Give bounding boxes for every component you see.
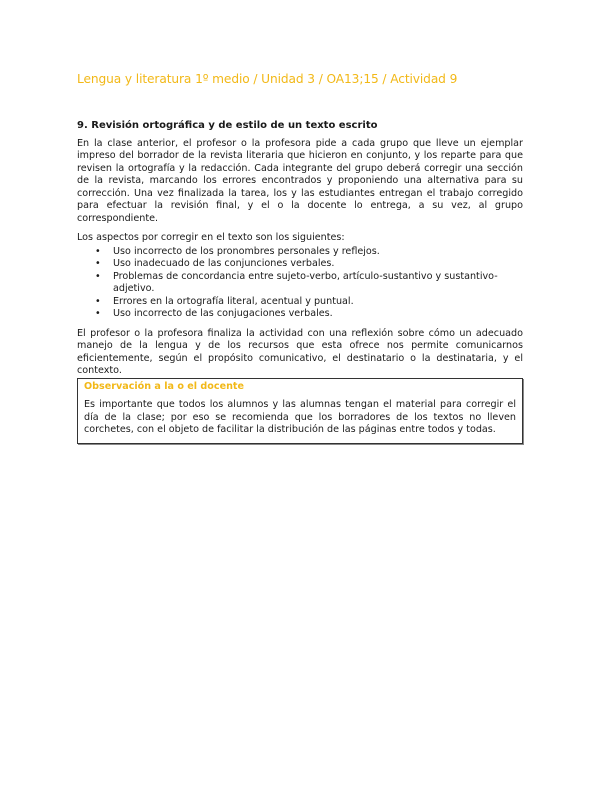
bullet-icon: • <box>95 308 101 319</box>
list-item <box>77 271 523 296</box>
bullet-icon: • <box>95 258 101 269</box>
list-item <box>77 246 523 259</box>
bullet-icon: • <box>95 245 101 257</box>
list-item-text: Uso inadecuado de las conjunciones verbales. <box>113 258 335 269</box>
activity-title: 9. Revisión ortográfica y de estilo de un texto escrito <box>77 120 378 131</box>
note-title: Observación a la o el docente <box>84 380 244 392</box>
note-text: Es importante que todos los alumnos y las alumnas tengan el material para corregir el día de la clase; por eso se recomienda que los borradores de los textos no lleven corchetes, con el objeto de facilitar la distribución de las páginas entre todos y todas. <box>84 399 516 435</box>
list-item-text: Errores en la ortografía literal, acentual y puntual. <box>113 295 354 307</box>
list-item-text: Problemas de concordancia entre sujeto-verbo, artículo-sustantivo y sustantivo-adjetivo. <box>113 270 498 294</box>
list-item <box>77 296 523 309</box>
bullet-icon: • <box>95 295 101 307</box>
aspects-intro: Los aspectos por corregir en el texto son los siguientes: <box>77 232 345 243</box>
intro-paragraph: En la clase anterior, el profesor o la profesora pide a cada grupo que lleve un ejemplar impreso del borrador de la revista literaria que hicieron en conjunto, y los reparte para que revisen la ortografía y la redacción. Cada integrante del grupo deberá corregir una sección de la revista, marcando los errores encontrados y proponiendo una alternativa para su corrección. Una vez finalizada la tarea, los y las estudiantes entregan el trabajo corregido para efectuar la revisión final, y el o la docente lo entrega, a su vez, al grupo correspondiente. <box>77 137 523 224</box>
aspects-list <box>77 246 523 321</box>
closing-paragraph: El profesor o la profesora finaliza la actividad con una reflexión sobre cómo un adecuado manejo de la lengua y de los recursos que esta ofrece nos permite comunicarnos eficientemente, según el propósito comunicativo, el destinatario o la destinataria, y el contexto. <box>77 327 523 376</box>
bullet-icon: • <box>95 270 101 282</box>
activity-content <box>77 120 523 444</box>
breadcrumb-header: Lengua y literatura 1º medio / Unidad 3 / OA13;15 / Actividad 9 <box>77 72 458 86</box>
list-item-text: Uso incorrecto de las conjugaciones verbales. <box>113 308 333 319</box>
teacher-note-box <box>77 378 523 444</box>
list-item <box>77 258 523 271</box>
list-item <box>77 308 523 321</box>
list-item-text: Uso incorrecto de los pronombres personales y reflejos. <box>113 245 380 257</box>
